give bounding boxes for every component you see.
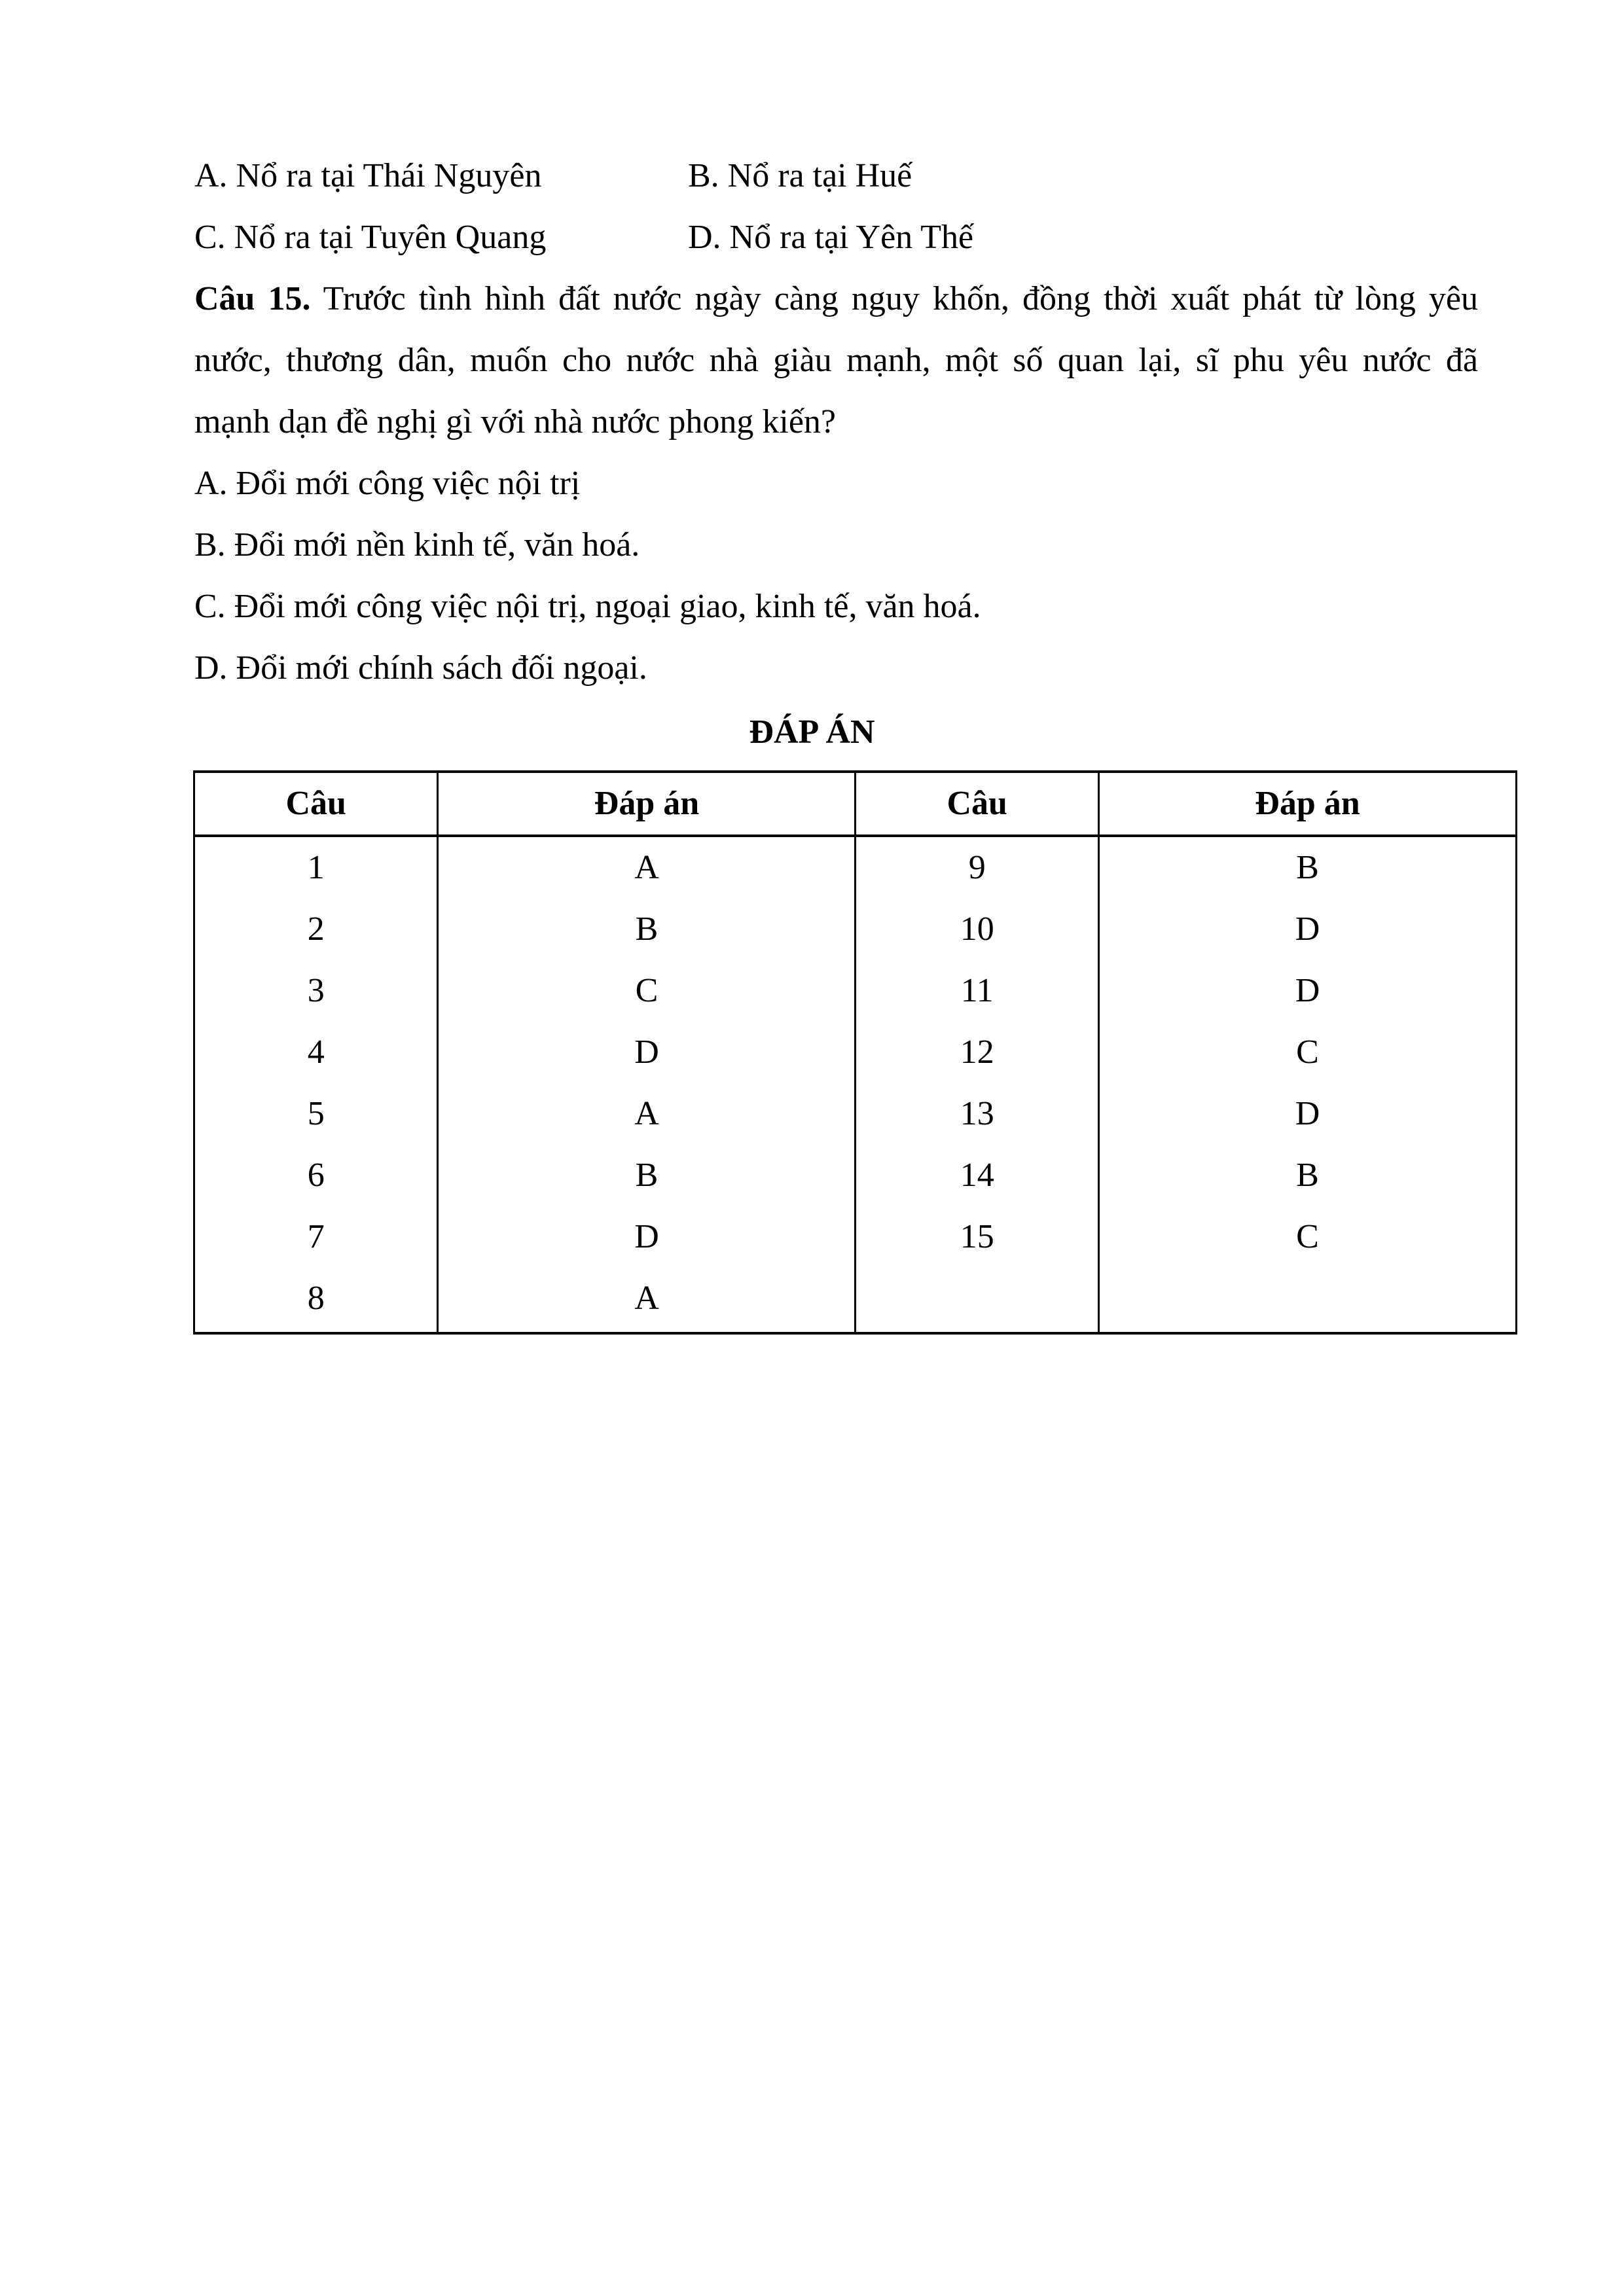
question-number-cell: 3	[194, 960, 438, 1022]
answer-cell: C	[438, 960, 856, 1022]
option-c-prev: C. Nổ ra tại Tuyên Quang	[194, 219, 547, 256]
header-dap-an: Đáp án	[438, 772, 856, 836]
option-d-prev: D. Nổ ra tại Yên Thế	[688, 219, 974, 256]
table-row	[194, 1145, 1517, 1206]
question-number-cell: 8	[194, 1268, 438, 1333]
question-number-cell: 15	[856, 1206, 1098, 1268]
question-number-cell	[856, 1268, 1098, 1333]
answer-cell: C	[1098, 1206, 1516, 1268]
question-15-line-1	[194, 268, 1478, 330]
option-a-prev: A. Nổ ra tại Thái Nguyên	[194, 157, 542, 194]
option-d: D. Đổi mới chính sách đối ngoại.	[194, 649, 647, 687]
table-row	[194, 1083, 1517, 1145]
answer-cell: A	[438, 1083, 856, 1145]
question-number-cell: 13	[856, 1083, 1098, 1145]
question-number-cell: 6	[194, 1145, 438, 1206]
question-number-cell: 5	[194, 1083, 438, 1145]
answer-cell: A	[438, 836, 856, 899]
question-text: Trước tình hình đất nước ngày càng nguy khốn, đồng thời xuất phát từ lòng yêu	[310, 280, 1478, 317]
answer-table	[193, 770, 1517, 1335]
table-row	[194, 1206, 1517, 1268]
question-number-cell: 4	[194, 1022, 438, 1083]
option-b-prev: B. Nổ ra tại Huế	[688, 157, 912, 194]
option-b: B. Đổi mới nền kinh tế, văn hoá.	[194, 526, 640, 564]
answer-cell: B	[438, 1145, 856, 1206]
option-a: A. Đổi mới công việc nội trị	[194, 465, 581, 502]
answer-cell: B	[1098, 1145, 1516, 1206]
table-row	[194, 1022, 1517, 1083]
answer-cell: C	[1098, 1022, 1516, 1083]
question-number-cell: 2	[194, 899, 438, 960]
question-number-cell: 1	[194, 836, 438, 899]
table-header	[194, 772, 1517, 836]
header-cau: Câu	[194, 772, 438, 836]
question-number-cell: 12	[856, 1022, 1098, 1083]
table-row	[194, 960, 1517, 1022]
table-row	[194, 899, 1517, 960]
question-number-cell: 7	[194, 1206, 438, 1268]
question-number-cell: 14	[856, 1145, 1098, 1206]
question-number-cell: 11	[856, 960, 1098, 1022]
question-number-cell: 10	[856, 899, 1098, 960]
question-number-cell: 9	[856, 836, 1098, 899]
answer-cell: A	[438, 1268, 856, 1333]
question-15-line-2: nước, thương dân, muốn cho nước nhà giàu mạnh, một số quan lại, sĩ phu yêu nước đã	[194, 342, 1478, 379]
question-15-label: Câu 15.	[194, 280, 311, 317]
answer-cell: D	[1098, 1083, 1516, 1145]
table-row	[194, 836, 1517, 899]
answer-title: ĐÁP ÁN	[749, 713, 875, 751]
answer-cell: D	[1098, 960, 1516, 1022]
question-15-line-3: mạnh dạn đề nghị gì với nhà nước phong kiến?	[194, 403, 836, 440]
answer-cell: B	[438, 899, 856, 960]
answer-cell	[1098, 1268, 1516, 1333]
table-row	[194, 1268, 1517, 1333]
answer-cell: B	[1098, 836, 1516, 899]
answer-cell: D	[1098, 899, 1516, 960]
header-cau: Câu	[856, 772, 1098, 836]
option-c: C. Đổi mới công việc nội trị, ngoại giao, kinh tế, văn hoá.	[194, 588, 981, 625]
answer-cell: D	[438, 1022, 856, 1083]
header-dap-an: Đáp án	[1098, 772, 1516, 836]
answer-cell: D	[438, 1206, 856, 1268]
